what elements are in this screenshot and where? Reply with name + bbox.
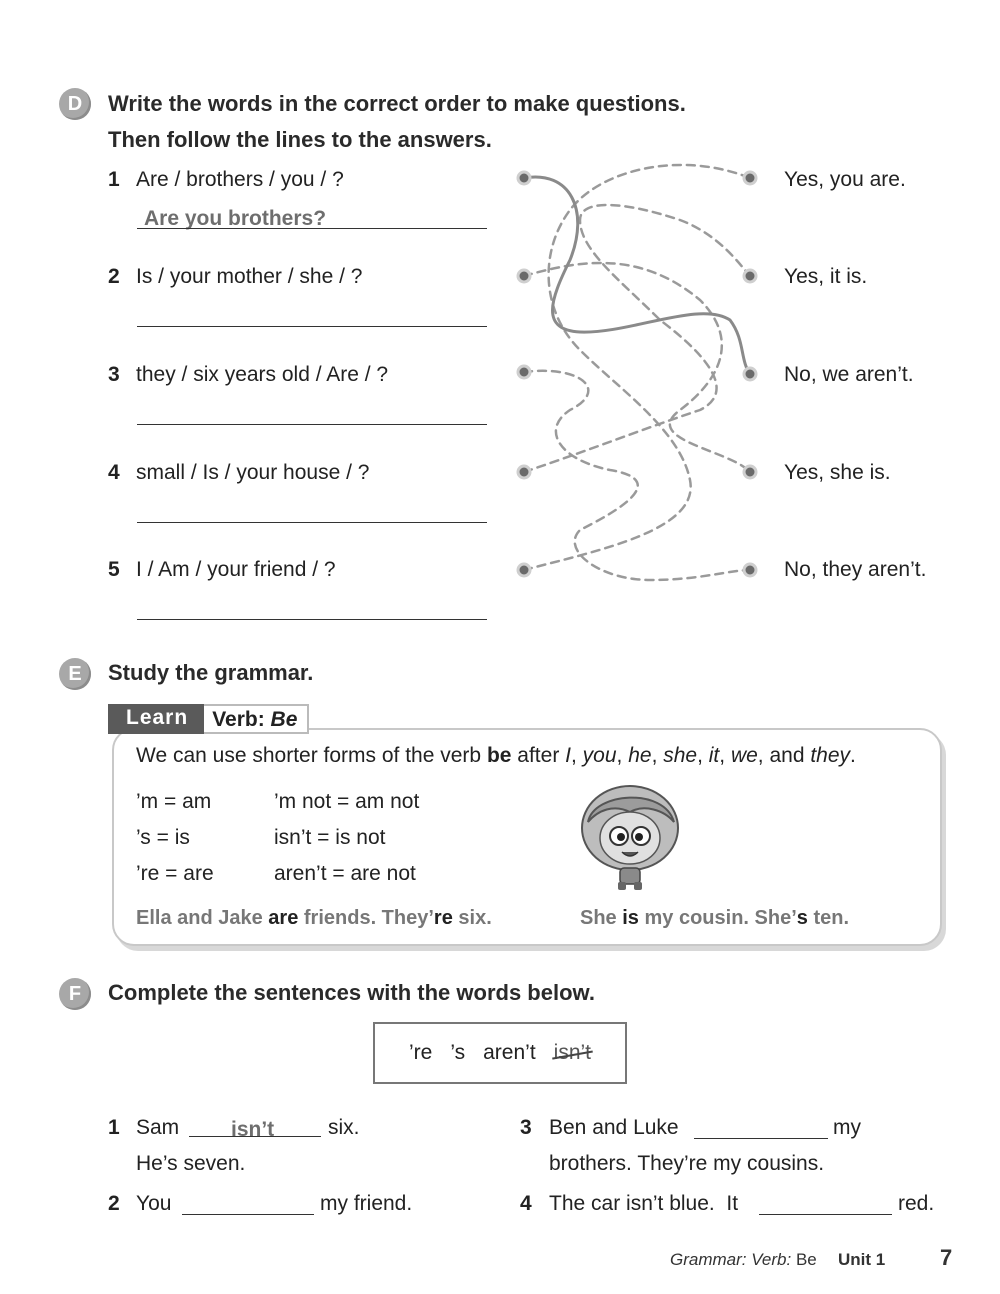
fill-answer-1[interactable]: isn’t: [231, 1118, 275, 1141]
form-short: ’s = is: [136, 826, 190, 849]
section-f-heading: Complete the sentences with the words below.: [108, 980, 595, 1005]
word-bank: [373, 1022, 627, 1084]
answer-text-1[interactable]: Are you brothers?: [144, 207, 327, 230]
section-e-heading: Study the grammar.: [108, 660, 314, 685]
answer-line-5[interactable]: [137, 619, 487, 620]
word-bank-item-used: isn’t: [553, 1041, 592, 1064]
example-sentence-2: She is my cousin. She’s ten.: [580, 907, 850, 929]
section-d-heading-line2: Then follow the lines to the answers.: [108, 127, 492, 152]
section-f-badge: F: [59, 978, 91, 1010]
sentence-before: You: [136, 1192, 172, 1215]
sentence-number: 3: [520, 1116, 532, 1139]
answer-option: Yes, it is.: [784, 265, 868, 288]
page-number: 7: [940, 1245, 953, 1270]
section-d-badge: D: [59, 88, 91, 120]
learn-title: Verb: Be: [204, 704, 309, 734]
learn-tab: [108, 704, 309, 734]
fill-blank-2[interactable]: [182, 1214, 314, 1215]
fill-blank-3[interactable]: [694, 1138, 828, 1139]
form-negative: isn’t = is not: [274, 826, 386, 849]
word-bank-item: aren’t: [483, 1041, 536, 1064]
sentence-line2: He’s seven.: [136, 1152, 246, 1175]
footer-unit: Unit 1: [838, 1250, 886, 1269]
question-prompt: Is / your mother / she / ?: [136, 265, 363, 288]
example-sentence-1: Ella and Jake are friends. They’re six.: [136, 907, 492, 929]
sentence-before: Sam: [136, 1116, 180, 1139]
sentence-after: red.: [898, 1192, 935, 1215]
question-number: 5: [108, 558, 120, 581]
sentence-before: The car isn’t blue. It: [549, 1192, 739, 1215]
answer-option: No, we aren’t.: [784, 363, 914, 386]
question-number: 4: [108, 461, 120, 484]
form-negative: ’m not = am not: [274, 790, 420, 813]
fill-blank-4[interactable]: [759, 1214, 892, 1215]
section-d-heading-line1: Write the words in the correct order to make questions.: [108, 91, 686, 116]
form-short: ’m = am: [136, 790, 212, 813]
answer-line-1[interactable]: [137, 228, 487, 229]
answer-option: Yes, she is.: [784, 461, 891, 484]
answer-line-4[interactable]: [137, 522, 487, 523]
section-e-badge: E: [59, 658, 91, 690]
form-negative: aren’t = are not: [274, 862, 416, 885]
follow-the-lines-maze: [500, 150, 780, 600]
question-number: 3: [108, 363, 120, 386]
question-prompt: they / six years old / Are / ?: [136, 363, 389, 386]
sentence-after: six.: [328, 1116, 360, 1139]
sentence-line2: brothers. They’re my cousins.: [549, 1152, 825, 1175]
sentence-number: 2: [108, 1192, 120, 1215]
character-illustration: [574, 782, 686, 894]
grammar-intro: We can use shorter forms of the verb be after I, you, he, she, it, we, and they.: [136, 744, 856, 767]
sentence-after: my friend.: [320, 1192, 413, 1215]
learn-label: Learn: [108, 704, 204, 734]
question-prompt: I / Am / your friend / ?: [136, 558, 336, 581]
word-bank-item: ’s: [450, 1041, 466, 1064]
question-number: 1: [108, 168, 120, 191]
answer-line-2[interactable]: [137, 326, 487, 327]
answer-option: No, they aren’t.: [784, 558, 927, 581]
question-number: 2: [108, 265, 120, 288]
sentence-before: Ben and Luke: [549, 1116, 679, 1139]
answer-option: Yes, you are.: [784, 168, 906, 191]
word-bank-item: ’re: [408, 1041, 433, 1064]
sentence-number: 1: [108, 1116, 120, 1139]
question-prompt: Are / brothers / you / ?: [136, 168, 344, 191]
sentence-after: my: [833, 1116, 861, 1139]
answer-line-3[interactable]: [137, 424, 487, 425]
footer-topic: Grammar: Verb: Be: [670, 1250, 817, 1269]
sentence-number: 4: [520, 1192, 532, 1215]
question-prompt: small / Is / your house / ?: [136, 461, 370, 484]
form-short: ’re = are: [136, 862, 214, 885]
